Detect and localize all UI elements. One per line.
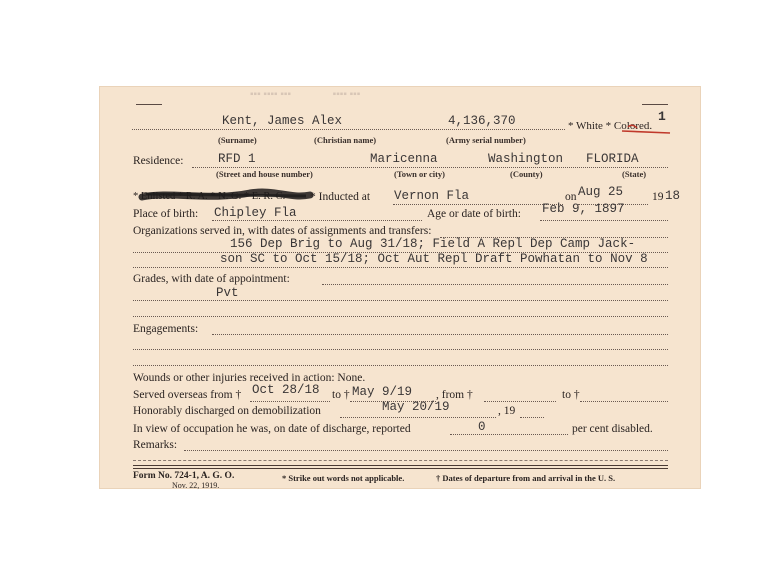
state-label: (State) xyxy=(622,169,647,179)
remarks-label: Remarks: xyxy=(133,439,178,451)
inducted-date: Aug 25 xyxy=(578,185,624,199)
overseas-from-line xyxy=(250,401,330,402)
overseas-label: Served overseas from † xyxy=(133,389,242,401)
engagements-rule-2 xyxy=(133,365,668,366)
footer-rule xyxy=(133,465,668,469)
inducted-line xyxy=(393,204,563,205)
surname-label: (Surname) xyxy=(218,135,257,145)
remarks-line-0 xyxy=(184,450,668,451)
serial-label: (Army serial number) xyxy=(446,135,526,145)
grades-label: Grades, with date of appointment: xyxy=(133,273,290,285)
town-label: (Town or city) xyxy=(394,169,445,179)
strike-note: * Strike out words not applicable. xyxy=(282,473,405,483)
inducted-year-prefix: 19 xyxy=(652,191,664,203)
residence-state: FLORIDA xyxy=(586,152,639,166)
inducted-label: * Inducted at xyxy=(310,191,371,203)
residence-county: Washington xyxy=(488,152,564,166)
engagements-label: Engagements: xyxy=(133,323,199,335)
organizations-rule-2 xyxy=(133,267,668,268)
overseas-to: May 9/19 xyxy=(352,385,413,399)
overseas-to2-line xyxy=(580,401,668,402)
organizations-line-2: son SC to Oct 15/18; Oct Aut Repl Draft Powhatan to Nov 8 xyxy=(220,252,648,266)
form-number: Form No. 724-1, A. G. O. xyxy=(133,471,235,481)
county-label: (County) xyxy=(510,169,543,179)
birthdate-label: Age or date of birth: xyxy=(427,208,521,220)
overseas-from2-line xyxy=(484,401,556,402)
grade-value: Pvt xyxy=(216,286,239,300)
overseas-from2-label: , from † xyxy=(436,389,473,401)
residence-street: RFD 1 xyxy=(218,152,256,166)
disability-suffix: per cent disabled. xyxy=(572,423,653,435)
occupation-label: In view of occupation he was, on date of discharge, reported xyxy=(133,423,411,435)
enlistment-prefix: * Enlisted * R. A. * N. G. * E. R. C. xyxy=(133,191,286,202)
race-options-text: * White * Colored. xyxy=(568,120,653,132)
birthplace-label: Place of birth: xyxy=(133,208,199,220)
residence-label: Residence: xyxy=(133,155,184,167)
disability-percent: 0 xyxy=(478,420,486,434)
dates-note: † Dates of departure from and arrival in the U. S. xyxy=(436,473,616,483)
inducted-year: 18 xyxy=(665,189,681,203)
wounds-label: Wounds or other injuries received in action: None. xyxy=(133,372,366,384)
grades-rule-1 xyxy=(133,300,668,301)
serial-number: 4,136,370 xyxy=(448,114,516,128)
residence-town: Maricenna xyxy=(370,152,438,166)
grades-rule-2 xyxy=(133,316,668,317)
faint-header-marks: ▪▪▪ ▪▪▪▪ ▪▪▪ ▪▪▪▪ ▪▪▪ xyxy=(250,89,361,100)
discharge-label: Honorably discharged on demobilization xyxy=(133,405,321,417)
discharge-year: , 19 xyxy=(498,405,516,417)
card-number: 1 xyxy=(658,109,666,124)
organizations-label: Organizations served in, with dates of assignments and transfers: xyxy=(133,225,432,237)
street-label: (Street and house number) xyxy=(216,169,313,179)
discharge-line xyxy=(340,417,496,418)
engagements-line-0 xyxy=(212,334,668,335)
birthdate: Feb 9, 1897 xyxy=(542,202,625,216)
engagements-rule-1 xyxy=(133,349,668,350)
remarks-line-1 xyxy=(133,460,668,461)
overseas-to2-label: to † xyxy=(562,389,580,401)
overseas-from: Oct 28/18 xyxy=(252,383,320,397)
birthdate-line xyxy=(540,220,668,221)
discharge-date: May 20/19 xyxy=(382,400,450,414)
form-date: Nov. 22, 1919. xyxy=(172,481,220,490)
discharge-year-line xyxy=(520,417,544,418)
soldier-name: Kent, James Alex xyxy=(222,114,343,128)
birthplace-line xyxy=(212,220,422,221)
disability-line xyxy=(450,434,568,435)
inducted-at: Vernon Fla xyxy=(394,189,470,203)
birthplace: Chipley Fla xyxy=(214,206,297,220)
on-label: on xyxy=(565,191,577,203)
grades-line-0 xyxy=(322,284,668,285)
organizations-line-1: 156 Dep Brig to Aug 31/18; Field A Repl Dep Camp Jack- xyxy=(230,237,636,251)
christian-name-label: (Christian name) xyxy=(314,135,377,145)
overseas-to-label: to † xyxy=(332,389,350,401)
service-record-card xyxy=(99,86,701,489)
